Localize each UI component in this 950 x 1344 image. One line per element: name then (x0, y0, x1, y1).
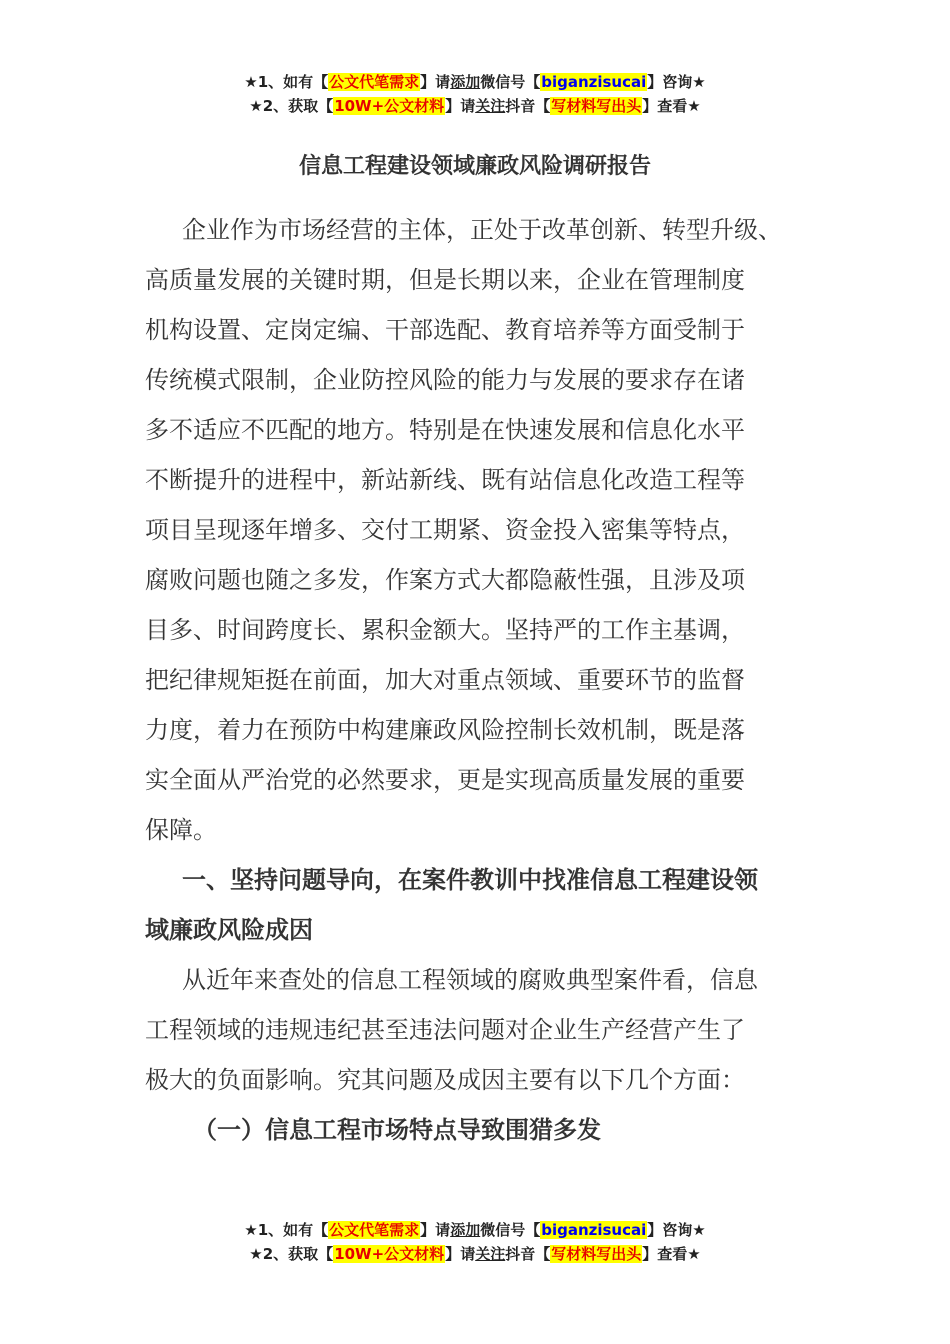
section-paragraph (145, 955, 817, 1105)
promo-text: 】查看★ (642, 97, 701, 115)
promo-highlight: 10W+公文材料 (334, 97, 445, 115)
promo-line-1 (0, 70, 950, 94)
promo-text: ★2、获取【 (249, 97, 334, 115)
text-line: 腐败问题也随之多发，作案方式大都隐蔽性强，且涉及项 (145, 566, 745, 594)
text-line: 把纪律规矩挺在前面，加大对重点领域、重要环节的监督 (145, 666, 745, 694)
text-line: 目多、时间跨度长、累积金额大。坚持严的工作主基调， (145, 616, 745, 644)
promo-text: 】咨询★ (647, 73, 706, 91)
promo-underlined: 关注 (475, 97, 506, 115)
promo-underlined: 关注 (475, 1245, 506, 1263)
promo-line-1 (0, 1218, 950, 1242)
text-line: 不断提升的进程中，新站新线、既有站信息化改造工程等 (145, 466, 745, 494)
intro-paragraph (145, 205, 817, 855)
promo-text: ★1、如有【 (244, 1221, 329, 1239)
promo-text: 】请 (445, 97, 476, 115)
promo-underlined: 添加 (450, 1221, 481, 1239)
promo-text: 】请 (420, 1221, 451, 1239)
text-line: 机构设置、定岗定编、干部选配、教育培养等方面受制于 (145, 316, 745, 344)
text-line: 域廉政风险成因 (145, 916, 313, 944)
promo-highlight: 公文代笔需求 (329, 1221, 420, 1239)
text-line: 多不适应不匹配的地方。特别是在快速发展和信息化水平 (145, 416, 745, 444)
promo-wechat-id: biganzisucai (541, 73, 647, 91)
section-heading-1 (145, 855, 817, 955)
promo-text: 微信号【 (480, 1221, 541, 1239)
promo-text: 微信号【 (480, 73, 541, 91)
text-line: 保障。 (145, 816, 217, 844)
document-body (145, 205, 817, 1155)
promo-underlined: 添加 (450, 73, 481, 91)
text-line: 企业作为市场经营的主体，正处于改革创新、转型升级、 (182, 216, 782, 244)
promo-text: 抖音【 (505, 1245, 551, 1263)
document-title: 信息工程建设领域廉政风险调研报告 (298, 154, 651, 179)
text-line: 高质量发展的关键时期，但是长期以来，企业在管理制度 (145, 266, 745, 294)
promo-text: 】请 (420, 73, 451, 91)
header-promo-banner (0, 70, 950, 118)
text-line: 项目呈现逐年增多、交付工期紧、资金投入密集等特点， (145, 516, 745, 544)
promo-douyin-id: 写材料写出头 (551, 1245, 642, 1263)
text-line: 极大的负面影响。究其问题及成因主要有以下几个方面： (145, 1066, 745, 1094)
text-line: 传统模式限制，企业防控风险的能力与发展的要求存在诸 (145, 366, 745, 394)
text-line: 从近年来查处的信息工程领域的腐败典型案件看，信息 (182, 966, 758, 994)
promo-text: ★2、获取【 (249, 1245, 334, 1263)
text-line: 工程领域的违规违纪甚至违法问题对企业生产经营产生了 (145, 1016, 745, 1044)
promo-line-2 (0, 94, 950, 118)
promo-text: ★1、如有【 (244, 73, 329, 91)
promo-text: 】咨询★ (647, 1221, 706, 1239)
promo-douyin-id: 写材料写出头 (551, 97, 642, 115)
promo-wechat-id: biganzisucai (541, 1221, 647, 1239)
promo-highlight: 10W+公文材料 (334, 1245, 445, 1263)
promo-line-2 (0, 1242, 950, 1266)
subsection-heading-1: （一）信息工程市场特点导致围猎多发 (193, 1116, 601, 1144)
promo-text: 】请 (445, 1245, 476, 1263)
text-line: 实全面从严治党的必然要求，更是实现高质量发展的重要 (145, 766, 745, 794)
promo-text: 】查看★ (642, 1245, 701, 1263)
promo-text: 抖音【 (505, 97, 551, 115)
text-line: 力度，着力在预防中构建廉政风险控制长效机制，既是落 (145, 716, 745, 744)
footer-promo-banner (0, 1218, 950, 1266)
text-line: 一、坚持问题导向，在案件教训中找准信息工程建设领 (182, 866, 758, 894)
promo-highlight: 公文代笔需求 (329, 73, 420, 91)
